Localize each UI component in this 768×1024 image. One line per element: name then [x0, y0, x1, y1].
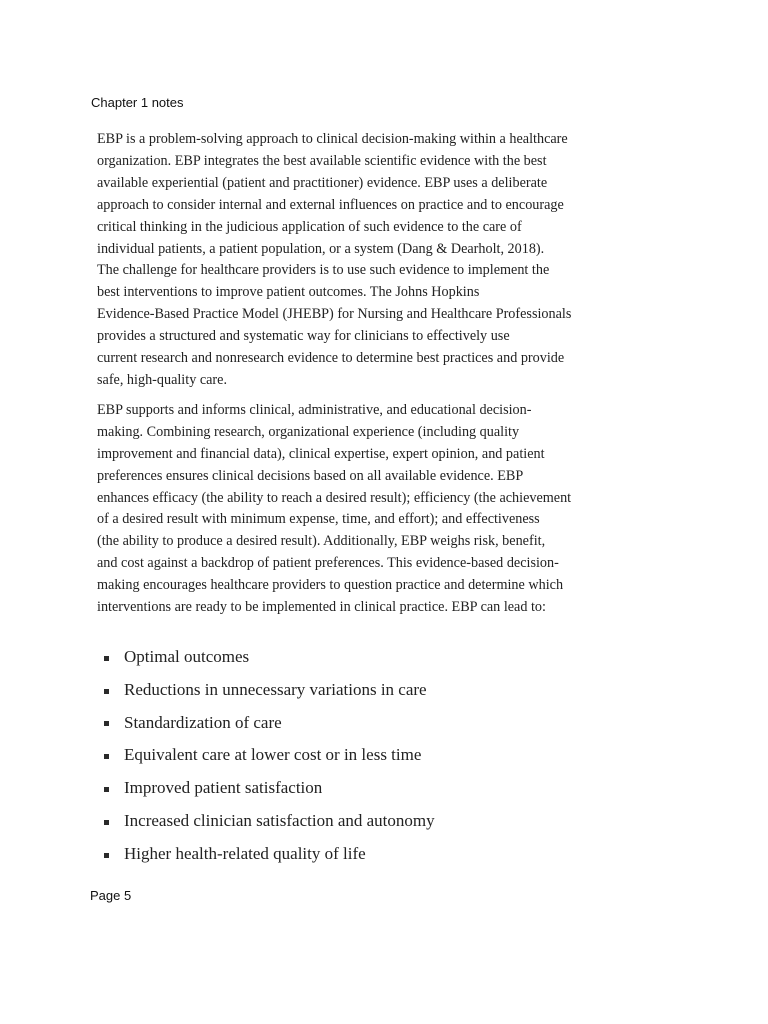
paragraph-2-line: enhances efficacy (the ability to reach a desired result); efficiency (the achievement: [97, 489, 572, 506]
chapter-heading: Chapter 1 notes: [91, 95, 184, 110]
list-item-text: Optimal outcomes: [124, 647, 250, 666]
list-item-text: Improved patient satisfaction: [124, 778, 323, 798]
list-item-text: Equivalent care at lower cost or in less time: [124, 745, 422, 765]
list-item: [104, 641, 435, 674]
list-item: [104, 674, 435, 707]
paragraph-1-line: approach to consider internal and external influences on practice and to encourage: [97, 196, 564, 213]
paragraph-1-line: Evidence-Based Practice Model (JHEBP) for Nursing and Healthcare Professionals: [97, 306, 572, 323]
paragraph-1-line: current research and nonresearch evidence to determine best practices and provide: [97, 350, 565, 367]
paragraph-2-line: and cost against a backdrop of patient preferences. This evidence-based decision-: [97, 555, 559, 572]
paragraph-2-line: preferences ensures clinical decisions based on all available evidence. EBP: [97, 467, 524, 484]
paragraph-2-line: (the ability to produce a desired result). Additionally, EBP weighs risk, benefit,: [97, 533, 546, 550]
paragraph-2-line: making. Combining research, organizational experience (including quality: [97, 423, 520, 440]
paragraph-1-line: The challenge for healthcare providers is to use such evidence to implement the: [97, 262, 550, 279]
paragraph-2-line: EBP supports and informs clinical, administrative, and educational decision-: [97, 401, 532, 418]
square-bullet-icon: [104, 820, 109, 825]
paragraph-2-line: improvement and financial data), clinical expertise, expert opinion, and patient: [97, 445, 545, 462]
document-body: [97, 129, 637, 627]
list-item: [104, 739, 435, 772]
paragraph-1-line: critical thinking in the judicious application of such evidence to the care of: [97, 218, 522, 235]
paragraph-1-line: organization. EBP integrates the best available scientific evidence with the best: [97, 152, 547, 169]
list-item-text: Standardization of care: [124, 712, 282, 732]
list-item: [104, 838, 435, 871]
list-item: [104, 805, 435, 838]
list-item-text: Increased clinician satisfaction and autonomy: [124, 810, 435, 830]
list-item-text: Reductions in unnecessary variations in care: [124, 679, 427, 699]
list-item: [104, 707, 435, 740]
paragraph-1: [97, 129, 637, 392]
paragraph-1-line: individual patients, a patient population, or a system (Dang & Dearholt, 2018).: [97, 240, 545, 257]
paragraph-1-line: provides a structured and systematic way for clinicians to effectively use: [97, 328, 510, 345]
paragraph-2-line: making encourages healthcare providers to question practice and determine which: [97, 577, 564, 594]
list-item-text: Higher health-related quality of life: [124, 843, 366, 863]
paragraph-2-line: interventions are ready to be implemented in clinical practice. EBP can lead to:: [97, 599, 546, 616]
square-bullet-icon: [104, 721, 109, 726]
square-bullet-icon: [104, 754, 109, 759]
paragraph-2-line: of a desired result with minimum expense, time, and effort); and effectiveness: [97, 511, 540, 528]
square-bullet-icon: [104, 689, 109, 694]
paragraph-1-line: safe, high-quality care.: [97, 371, 227, 388]
square-bullet-icon: [104, 787, 109, 792]
paragraph-1-line: available experiential (patient and practitioner) evidence. EBP uses a deliberate: [97, 174, 548, 191]
square-bullet-icon: [104, 656, 109, 661]
page-number: Page 5: [90, 888, 132, 903]
paragraph-1-line: EBP is a problem-solving approach to clinical decision-making within a healthcare: [97, 131, 568, 147]
square-bullet-icon: [104, 853, 109, 858]
list-item: [104, 772, 435, 805]
outcomes-list: [104, 641, 435, 871]
paragraph-2: [97, 400, 637, 619]
paragraph-1-line: best interventions to improve patient outcomes. The Johns Hopkins: [97, 284, 480, 301]
